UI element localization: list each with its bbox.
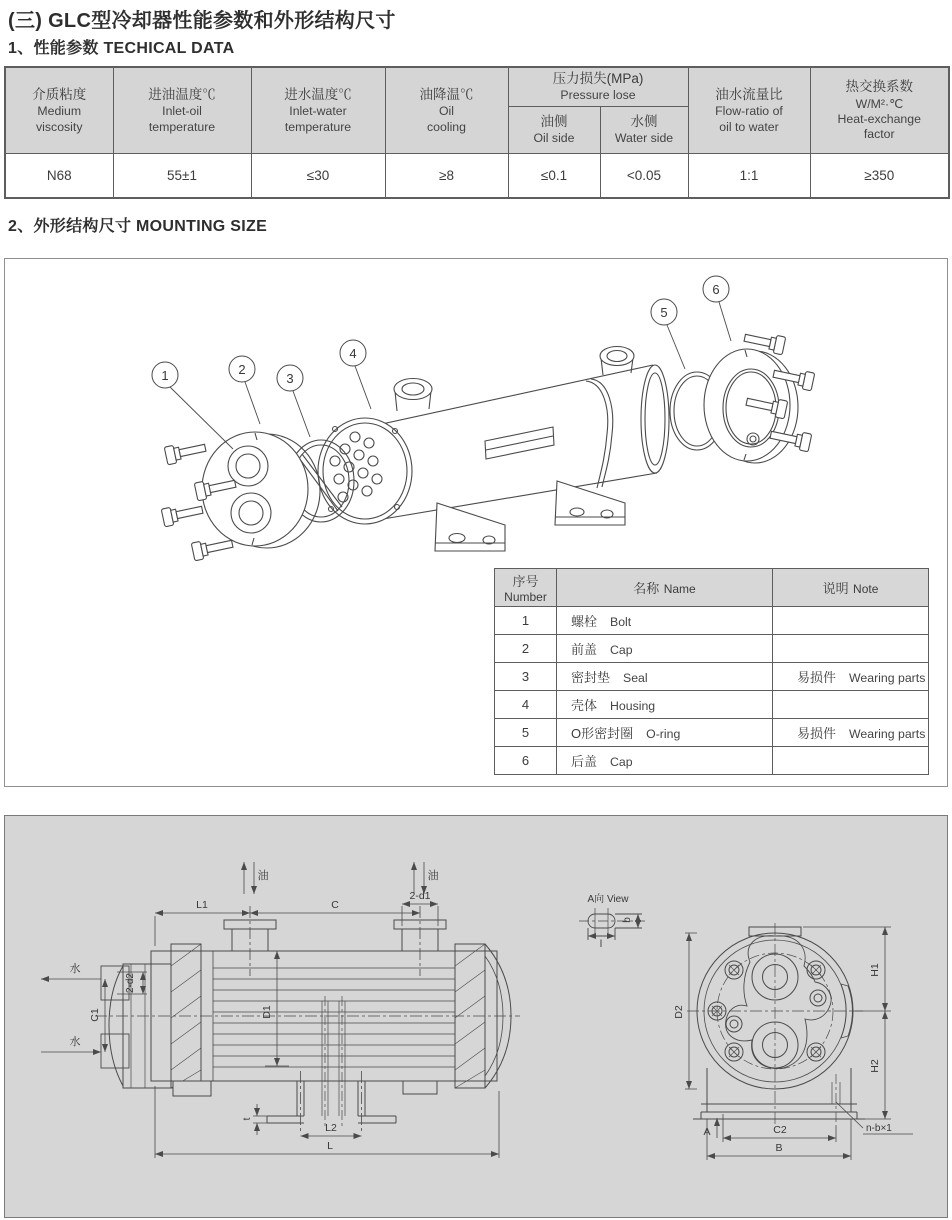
part-1-number: 1	[495, 607, 557, 635]
col-inlet-oil-zh: 进油温度℃	[148, 87, 216, 103]
bolt-left-1	[164, 439, 207, 465]
center-pipes	[322, 1001, 345, 1116]
part-1-name-en: Bolt	[610, 614, 632, 629]
col-heat-en1: Heat-exchange	[837, 111, 921, 126]
value-oil-cooling: ≥8	[385, 154, 508, 199]
left-end-foot	[173, 1081, 211, 1096]
parts-row-1	[495, 607, 929, 635]
col-oil-cooling-en1: Oil	[438, 104, 455, 119]
dim-A: A	[703, 1126, 711, 1138]
col-flow-ratio	[688, 67, 810, 154]
parts-col-note	[773, 569, 929, 607]
col-water-side-zh: 水侧	[630, 114, 658, 130]
callout-3: 3	[286, 371, 294, 386]
col-water-side-en: Water side	[614, 131, 674, 146]
plate-bolt-2	[726, 1016, 742, 1032]
col-inlet-oil-en2: temperature	[148, 119, 216, 134]
col-medium-viscosity	[5, 67, 113, 154]
part-4-name-en: Housing	[610, 698, 656, 713]
water-label-top: 水	[69, 963, 81, 975]
col-flow-ratio-zh: 油水流量比	[715, 87, 783, 103]
parts-row-6	[495, 747, 929, 775]
col-medium-en2: viscosity	[36, 119, 83, 134]
dim-H2: H2	[869, 1059, 881, 1073]
spec-values-row	[5, 154, 949, 199]
parts-row-4	[495, 691, 929, 719]
parts-col-number	[495, 569, 557, 607]
exploded-view-panel	[4, 258, 948, 787]
part-1-name-zh: 螺栓	[571, 613, 598, 629]
part-2-number: 2	[495, 635, 557, 663]
bracket-left	[267, 1081, 304, 1123]
dim-C2: C2	[773, 1124, 787, 1136]
dim-L1: L1	[196, 899, 208, 911]
mount-foot-front	[435, 503, 505, 551]
technical-data-table	[4, 66, 950, 199]
col-oil-cooling-zh: 油降温℃	[419, 87, 474, 103]
part-3-note-zh: 易损件	[797, 669, 837, 685]
col-flow-ratio-en1: Flow-ratio of	[715, 104, 783, 119]
dim-t: t	[242, 1117, 253, 1121]
oil-port-1	[394, 379, 432, 400]
dim-n-slots: n-b×1	[866, 1123, 892, 1134]
col-inlet-water-en1: Inlet-water	[289, 104, 347, 119]
oil-label-1: 油	[257, 870, 269, 882]
col-heat-exchange	[810, 67, 949, 154]
dimension-drawing-panel	[4, 815, 948, 1218]
dim-L: L	[327, 1140, 333, 1152]
plate-bolt-1	[810, 990, 826, 1006]
parts-col-name	[557, 569, 773, 607]
col-oil-cooling-en2: cooling	[427, 119, 466, 134]
col-water-side	[600, 107, 688, 154]
value-medium: N68	[5, 154, 113, 199]
dim-b: b	[622, 917, 633, 923]
right-end-foot	[403, 1081, 437, 1094]
col-oil-side-zh: 油侧	[540, 114, 568, 130]
callout-5: 5	[660, 305, 668, 320]
part-5-note-en: Wearing parts	[849, 726, 926, 741]
callout-2: 2	[238, 362, 246, 377]
col-inlet-oil-en1: Inlet-oil	[162, 104, 202, 119]
section-1-heading: 1、性能参数 TECHICAL DATA	[8, 40, 235, 57]
callout-6: 6	[712, 282, 720, 297]
parts-col-number-en: Number	[504, 590, 547, 604]
col-heat-en2: factor	[863, 127, 895, 142]
value-inlet-oil: 55±1	[113, 154, 251, 199]
col-pressure-en: Pressure lose	[560, 88, 636, 103]
bolt-left-4	[191, 535, 234, 561]
part-5-name-en: O-ring	[646, 726, 681, 741]
col-oil-side	[508, 107, 600, 154]
parts-row-3	[495, 663, 929, 691]
col-flow-ratio-en2: oil to water	[719, 119, 779, 134]
parts-col-number-zh: 序号	[512, 574, 539, 589]
bolt-left-3	[161, 501, 204, 527]
parts-row-5	[495, 719, 929, 747]
plate-bolt-1-inner	[814, 994, 822, 1002]
part-6-name-en: Cap	[610, 754, 633, 769]
dim-D2: D2	[673, 1005, 685, 1019]
page-title: (三) GLC型冷却器性能参数和外形结构尺寸	[8, 10, 396, 32]
parts-table	[494, 568, 929, 775]
value-oil-side: ≤0.1	[508, 154, 600, 199]
water-label-bottom: 水	[69, 1036, 81, 1048]
col-inlet-water-temp	[251, 67, 385, 154]
part-2-name-en: Cap	[610, 642, 633, 657]
part-3-note-en: Wearing parts	[849, 670, 926, 685]
parts-col-note-zh: 说明	[822, 580, 849, 596]
parts-col-name-en: Name	[663, 581, 696, 596]
dim-D1: D1	[261, 1005, 273, 1019]
bracket-right	[358, 1081, 396, 1123]
dimension-drawing	[5, 816, 945, 1215]
col-medium-en1: Medium	[37, 104, 82, 119]
value-flow-ratio: 1:1	[688, 154, 810, 199]
part-6-number: 6	[495, 747, 557, 775]
a-view-label: A向 View	[587, 894, 629, 905]
col-heat-unit: W/M²·℃	[855, 96, 903, 111]
tube-bundle-lines	[213, 968, 455, 1067]
dim-l: l	[599, 939, 603, 950]
part-4-number: 4	[495, 691, 557, 719]
col-oil-side-en: Oil side	[533, 131, 575, 146]
dim-C: C	[331, 899, 339, 911]
plate-bolt-2-inner	[730, 1020, 738, 1028]
col-pressure-zh: 压力损失(MPa)	[552, 71, 644, 87]
value-heat: ≥350	[810, 154, 949, 199]
parts-col-note-en: Note	[853, 581, 879, 596]
dim-B: B	[775, 1142, 783, 1154]
part-5-name-zh: O形密封圈	[571, 725, 634, 741]
part-6-name-zh: 后盖	[571, 753, 598, 769]
housing-rod	[591, 379, 613, 487]
part-3-name-zh: 密封垫	[571, 669, 611, 685]
part-3-number: 3	[495, 663, 557, 691]
value-inlet-water: ≤30	[251, 154, 385, 199]
col-inlet-oil-temp	[113, 67, 251, 154]
section-2-heading: 2、外形结构尺寸 MOUNTING SIZE	[8, 218, 268, 235]
mount-foot-rear	[555, 481, 625, 525]
end-view-base	[693, 1068, 865, 1119]
dim-L2: L2	[325, 1122, 337, 1134]
oil-label-2: 油	[427, 870, 439, 882]
col-pressure-lose-group	[508, 67, 688, 107]
cover-plate-outline	[726, 936, 832, 1069]
callout-1: 1	[161, 368, 169, 383]
dim-H1: H1	[869, 963, 881, 977]
col-medium-zh: 介质粘度	[32, 87, 87, 103]
part-2-name-zh: 前盖	[571, 641, 598, 657]
oil-port-2	[600, 347, 634, 366]
col-heat-zh: 热交换系数	[845, 79, 913, 95]
dim-2-d1: 2-d1	[409, 890, 431, 902]
part-5-note-zh: 易损件	[797, 725, 837, 741]
center-pipe-centerlines	[325, 996, 342, 1126]
col-inlet-water-zh: 进水温度℃	[284, 87, 352, 103]
part-5-number: 5	[495, 719, 557, 747]
parts-row-2	[495, 635, 929, 663]
callout-4: 4	[349, 346, 357, 361]
value-water-side: <0.05	[600, 154, 688, 199]
part-3-name-en: Seal	[623, 670, 648, 685]
col-oil-cooling	[385, 67, 508, 154]
col-inlet-water-en2: temperature	[284, 119, 352, 134]
dim-C1: C1	[89, 1008, 101, 1022]
dim-2-d2: 2-d2	[125, 972, 136, 994]
part-4-name-zh: 壳体	[571, 697, 598, 713]
parts-col-name-zh: 名称	[633, 580, 660, 596]
housing-rod-2	[586, 381, 608, 488]
